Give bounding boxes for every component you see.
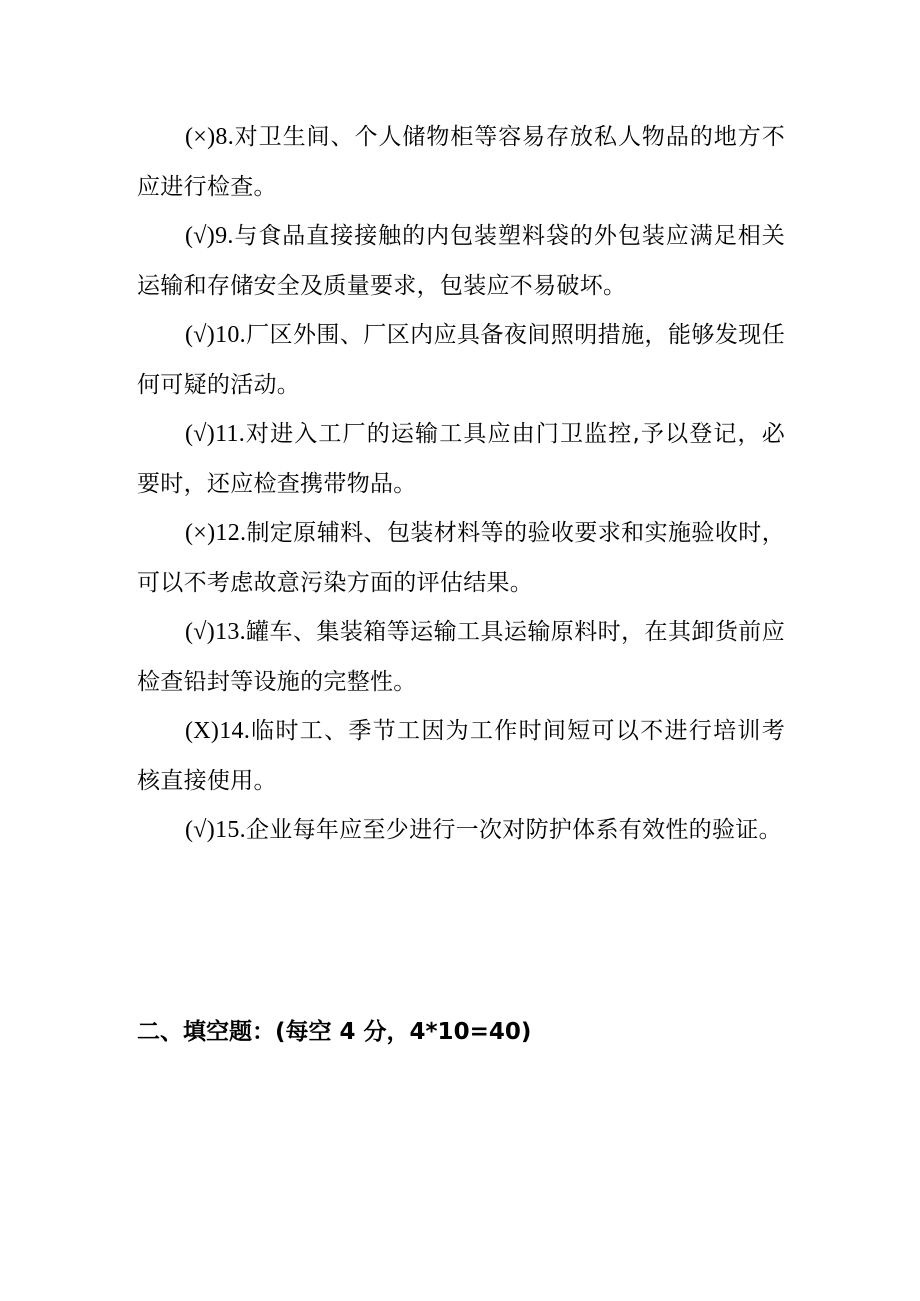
question-item-9 xyxy=(137,211,785,311)
question-item-12 xyxy=(137,508,785,608)
question-item-13 xyxy=(137,607,785,707)
question-text: 罐车、集装箱等运输工具运输原料时，在其卸货前应检查铅封等设施的完整性。 xyxy=(137,619,785,695)
answer-mark: (√) xyxy=(185,223,216,249)
section-title: 二、填空题：(每空 4 分，4*10=40) xyxy=(137,1019,532,1045)
question-text: 制定原辅料、包装材料等的验收要求和实施验收时，可以不考虑故意污染方面的评估结果。 xyxy=(137,520,785,596)
answer-mark: (×) xyxy=(185,124,216,150)
question-number: 11. xyxy=(215,421,246,447)
question-number: 9. xyxy=(215,223,234,249)
answer-mark: (X) xyxy=(185,718,220,744)
question-item-8 xyxy=(137,112,785,212)
question-item-11 xyxy=(137,409,785,509)
question-text: 企业每年应至少进行一次对防护体系有效性的验证。 xyxy=(245,817,782,843)
question-item-15 xyxy=(137,805,785,855)
question-item-14 xyxy=(137,706,785,806)
answer-mark: (√) xyxy=(185,619,216,645)
question-number: 15. xyxy=(215,817,246,843)
question-number: 14. xyxy=(219,718,251,744)
answer-mark: (√) xyxy=(185,817,216,843)
answer-mark: (√) xyxy=(185,421,216,447)
question-number: 8. xyxy=(215,124,235,150)
question-item-10 xyxy=(137,310,785,410)
question-text: 厂区外围、厂区内应具备夜间照明措施，能够发现任何可疑的活动。 xyxy=(137,322,785,398)
question-number: 13. xyxy=(215,619,246,645)
question-text: 临时工、季节工因为工作时间短可以不进行培训考核直接使用。 xyxy=(137,718,785,794)
question-text: 对进入工厂的运输工具应由门卫监控,予以登记，必要时，还应检查携带物品。 xyxy=(137,421,785,497)
question-text: 对卫生间、个人储物柜等容易存放私人物品的地方不应进行检查。 xyxy=(137,124,785,200)
question-text: 与食品直接接触的内包装塑料袋的外包装应满足相关运输和存储安全及质量要求，包装应不易破坏。 xyxy=(137,223,785,299)
answer-mark: (√) xyxy=(185,322,216,348)
answer-mark: (×) xyxy=(185,520,216,546)
question-number: 12. xyxy=(215,520,247,546)
question-number: 10. xyxy=(215,322,246,348)
